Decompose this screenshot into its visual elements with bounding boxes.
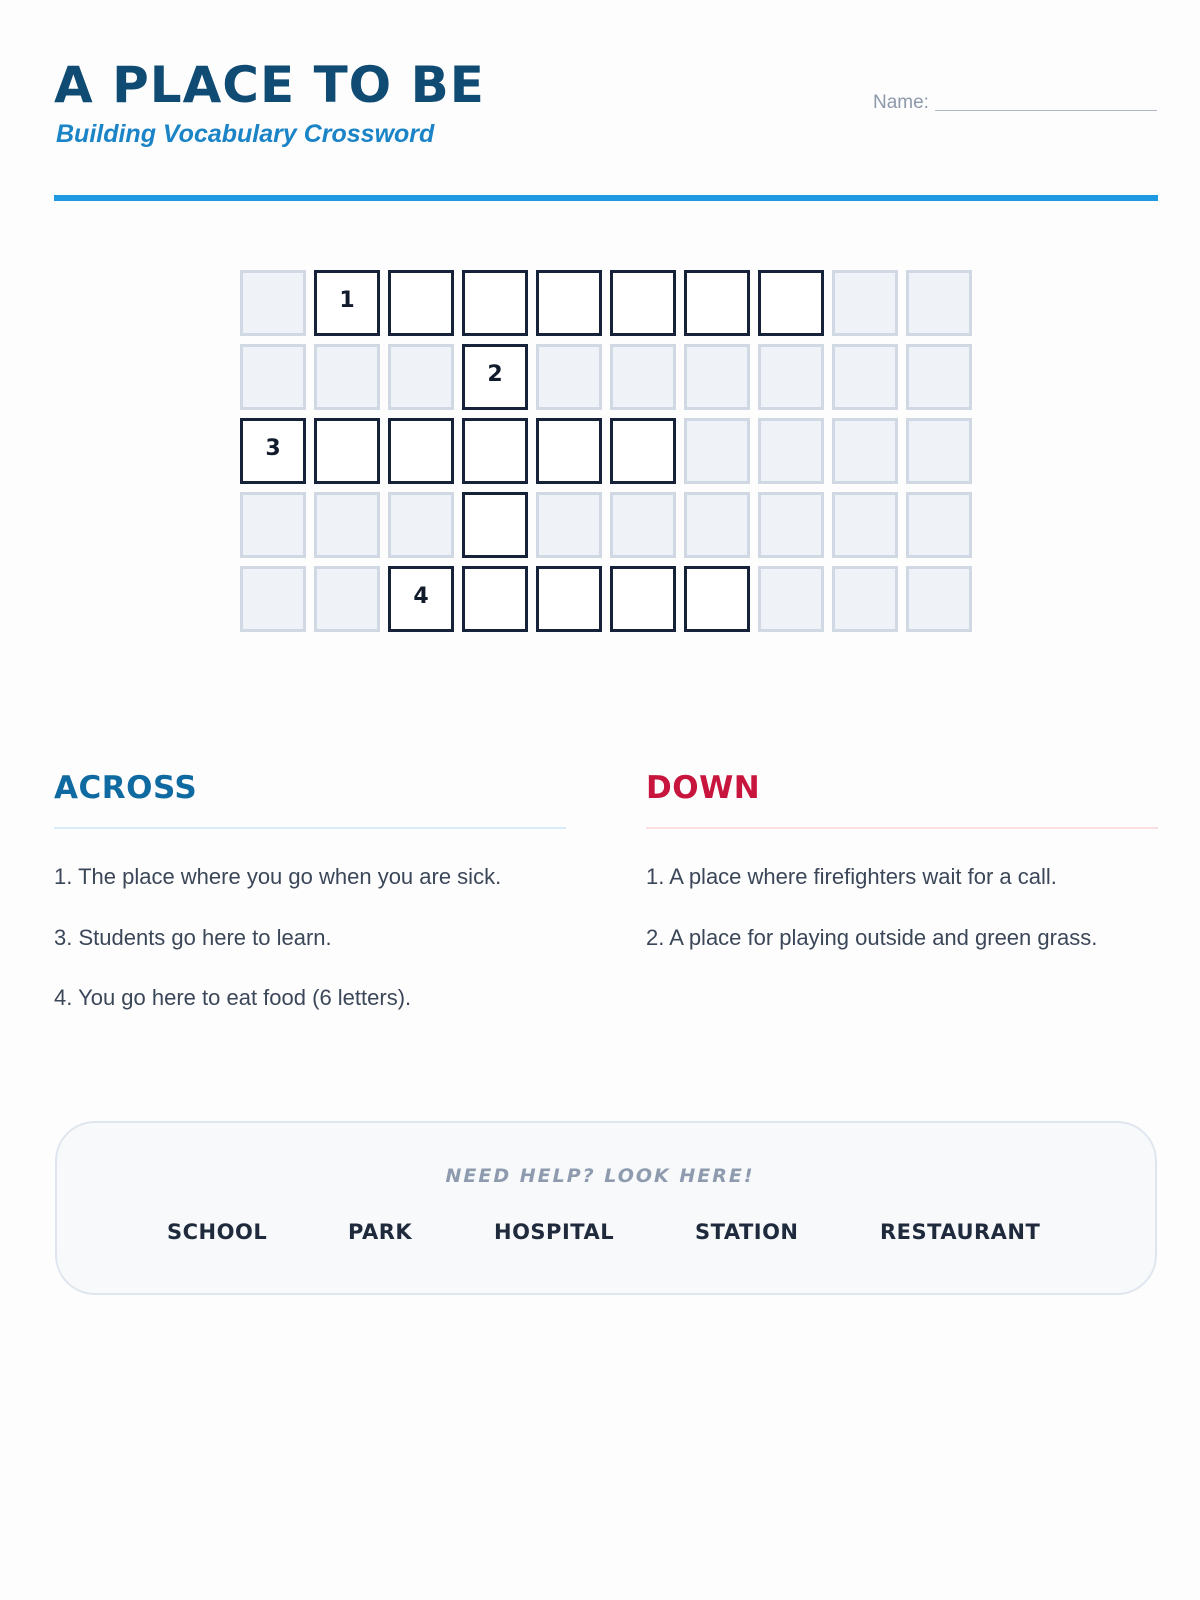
name-field[interactable]	[873, 92, 1157, 114]
clue-number: 2	[487, 362, 503, 387]
crossword-grid	[240, 270, 975, 635]
crossword-blank-cell	[610, 344, 676, 410]
word-bank	[55, 1121, 1157, 1295]
down-clue: 2. A place for playing outside and green grass.	[646, 925, 1098, 950]
word-bank-item: PARK	[348, 1220, 413, 1244]
crossword-blank-cell	[314, 492, 380, 558]
crossword-blank-cell	[832, 566, 898, 632]
crossword-cell[interactable]	[462, 418, 528, 484]
crossword-cell[interactable]	[684, 270, 750, 336]
crossword-cell[interactable]	[314, 270, 380, 336]
crossword-blank-cell	[536, 492, 602, 558]
crossword-blank-cell	[684, 344, 750, 410]
crossword-cell[interactable]	[388, 270, 454, 336]
crossword-blank-cell	[906, 418, 972, 484]
crossword-cell[interactable]	[536, 566, 602, 632]
crossword-blank-cell	[906, 270, 972, 336]
down-heading: DOWN	[646, 770, 761, 806]
page-title: A PLACE TO BE	[54, 56, 485, 114]
crossword-cell[interactable]	[462, 344, 528, 410]
crossword-blank-cell	[240, 566, 306, 632]
crossword-blank-cell	[240, 270, 306, 336]
crossword-cell[interactable]	[610, 270, 676, 336]
crossword-blank-cell	[684, 492, 750, 558]
crossword-cell[interactable]	[610, 418, 676, 484]
name-line[interactable]	[935, 110, 1157, 111]
crossword-blank-cell	[758, 566, 824, 632]
clue-number: 3	[265, 436, 281, 461]
clue-number: 1	[339, 288, 355, 313]
across-clue: 4. You go here to eat food (6 letters).	[54, 985, 412, 1010]
crossword-cell[interactable]	[314, 418, 380, 484]
crossword-blank-cell	[832, 344, 898, 410]
crossword-blank-cell	[314, 566, 380, 632]
crossword-blank-cell	[240, 492, 306, 558]
crossword-blank-cell	[758, 492, 824, 558]
crossword-blank-cell	[388, 344, 454, 410]
down-divider	[646, 827, 1158, 829]
crossword-blank-cell	[906, 566, 972, 632]
crossword-blank-cell	[536, 344, 602, 410]
word-bank-title: NEED HELP? LOOK HERE!	[445, 1165, 755, 1187]
crossword-cell[interactable]	[388, 418, 454, 484]
crossword-blank-cell	[388, 492, 454, 558]
crossword-blank-cell	[610, 492, 676, 558]
word-bank-item: HOSPITAL	[494, 1220, 615, 1244]
clue-number: 4	[413, 584, 429, 609]
crossword-blank-cell	[906, 344, 972, 410]
crossword-cell[interactable]	[684, 566, 750, 632]
crossword-cell[interactable]	[758, 270, 824, 336]
crossword-cell[interactable]	[610, 566, 676, 632]
crossword-cell[interactable]	[462, 492, 528, 558]
crossword-blank-cell	[758, 344, 824, 410]
crossword-blank-cell	[758, 418, 824, 484]
down-clue: 1. A place where firefighters wait for a call.	[646, 864, 1057, 889]
crossword-blank-cell	[832, 270, 898, 336]
across-heading: ACROSS	[54, 770, 198, 806]
across-clue: 3. Students go here to learn.	[54, 925, 332, 950]
crossword-cell[interactable]	[462, 270, 528, 336]
crossword-blank-cell	[832, 492, 898, 558]
word-bank-item: SCHOOL	[167, 1220, 268, 1244]
word-bank-item: RESTAURANT	[880, 1220, 1041, 1244]
crossword-cell[interactable]	[536, 418, 602, 484]
across-clue: 1. The place where you go when you are sick.	[54, 864, 502, 889]
crossword-blank-cell	[684, 418, 750, 484]
crossword-cell[interactable]	[536, 270, 602, 336]
crossword-blank-cell	[314, 344, 380, 410]
word-bank-item: STATION	[695, 1220, 799, 1244]
crossword-blank-cell	[906, 492, 972, 558]
page-subtitle: Building Vocabulary Crossword	[56, 120, 435, 148]
crossword-cell[interactable]	[240, 418, 306, 484]
crossword-blank-cell	[240, 344, 306, 410]
name-label: Name:	[873, 92, 929, 113]
crossword-cell[interactable]	[388, 566, 454, 632]
crossword-blank-cell	[832, 418, 898, 484]
crossword-cell[interactable]	[462, 566, 528, 632]
header-divider	[54, 195, 1158, 201]
across-divider	[54, 827, 566, 829]
